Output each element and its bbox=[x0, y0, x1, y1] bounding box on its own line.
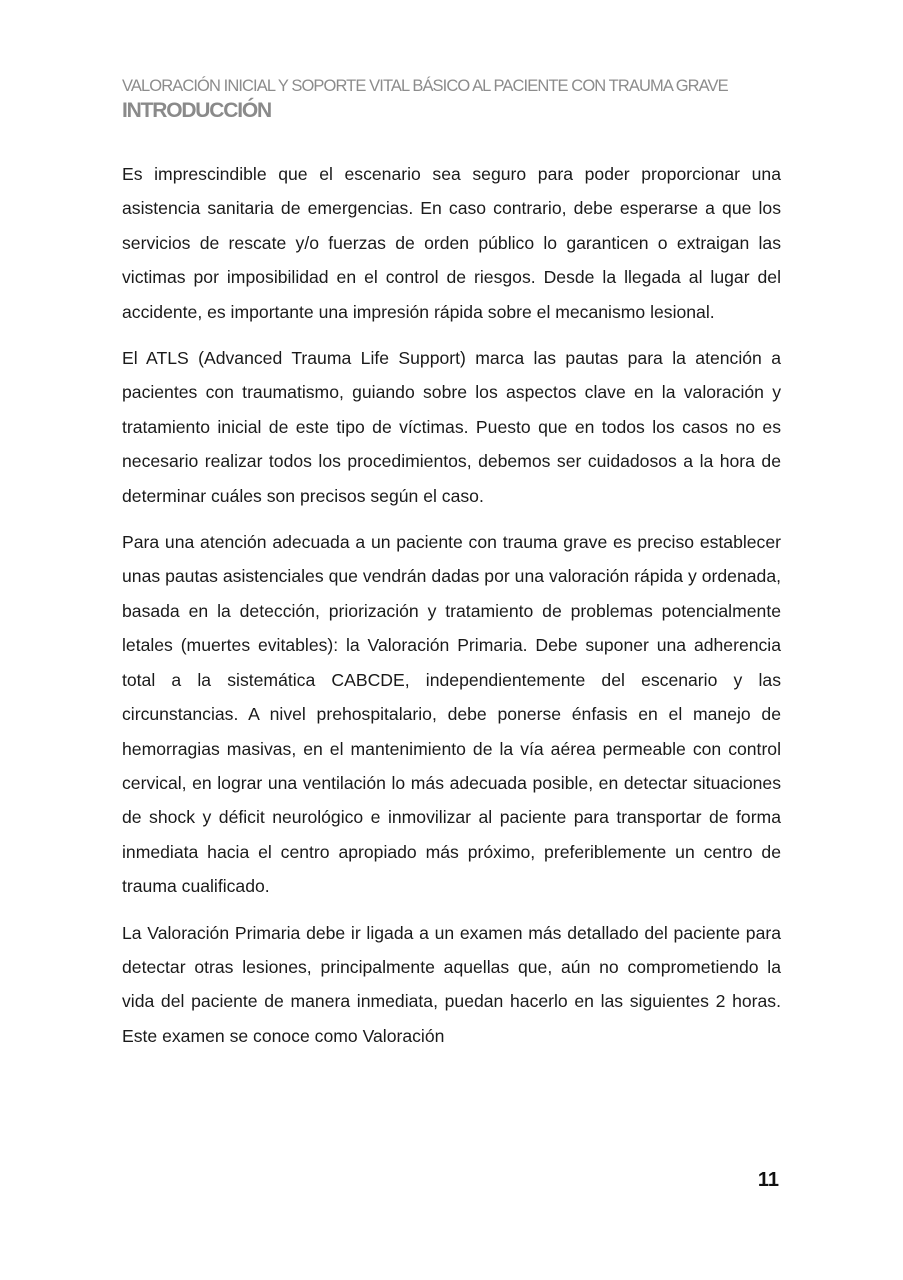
paragraph: Para una atención adecuada a un paciente con trauma grave es preciso establecer unas pautas asistenciales que vendrán dadas por una valoración rápida y ordenada, basada en la detección, priorización y tratamiento de problemas potencialmente letales (muertes evitables): la Valoración Primaria. Debe suponer una adherencia total a la sistemática CABCDE, independientemente del escenario y las circunstancias. A nivel prehospitalario, debe ponerse énfasis en el manejo de hemorragias masivas, en el mantenimiento de la vía aérea permeable con control cervical, en lograr una ventilación lo más adecuada posible, en detectar situaciones de shock y déficit neurológico e inmovilizar al paciente para transportar de forma inmediata hacia el centro apropiado más próximo, preferiblemente un centro de trauma cualificado. bbox=[122, 532, 781, 897]
paragraph: La Valoración Primaria debe ir ligada a un examen más detallado del paciente para detectar otras lesiones, principalmente aquellas que, aún no comprometiendo la vida del paciente de manera inmediata, puedan hacerlo en las siguientes 2 horas. Este examen se conoce como Valoración bbox=[122, 922, 781, 1046]
running-header-title: VALORACIÓN INICIAL Y SOPORTE VITAL BÁSICO AL PACIENTE CON TRAUMA GRAVE bbox=[122, 77, 728, 95]
paragraph: Es imprescindible que el escenario sea seguro para poder proporcionar una asistencia sanitaria de emergencias. En caso contrario, debe esperarse a que los servicios de rescate y/o fuerzas de orden público lo garanticen o extraigan las victimas por imposibilidad en el control de riesgos. Desde la llegada al lugar del accidente, es importante una impresión rápida sobre el mecanismo lesional. bbox=[122, 164, 781, 322]
body-text bbox=[122, 157, 781, 1065]
paragraph: El ATLS (Advanced Trauma Life Support) marca las pautas para la atención a pacientes con traumatismo, guiando sobre los aspectos clave en la valoración y tratamiento inicial de este tipo de víctimas. Puesto que en todos los casos no es necesario realizar todos los procedimientos, debemos ser cuidadosos a la hora de determinar cuáles son precisos según el caso. bbox=[122, 348, 781, 506]
section-title: INTRODUCCIÓN bbox=[122, 99, 271, 122]
page-number: 11 bbox=[757, 1169, 779, 1191]
